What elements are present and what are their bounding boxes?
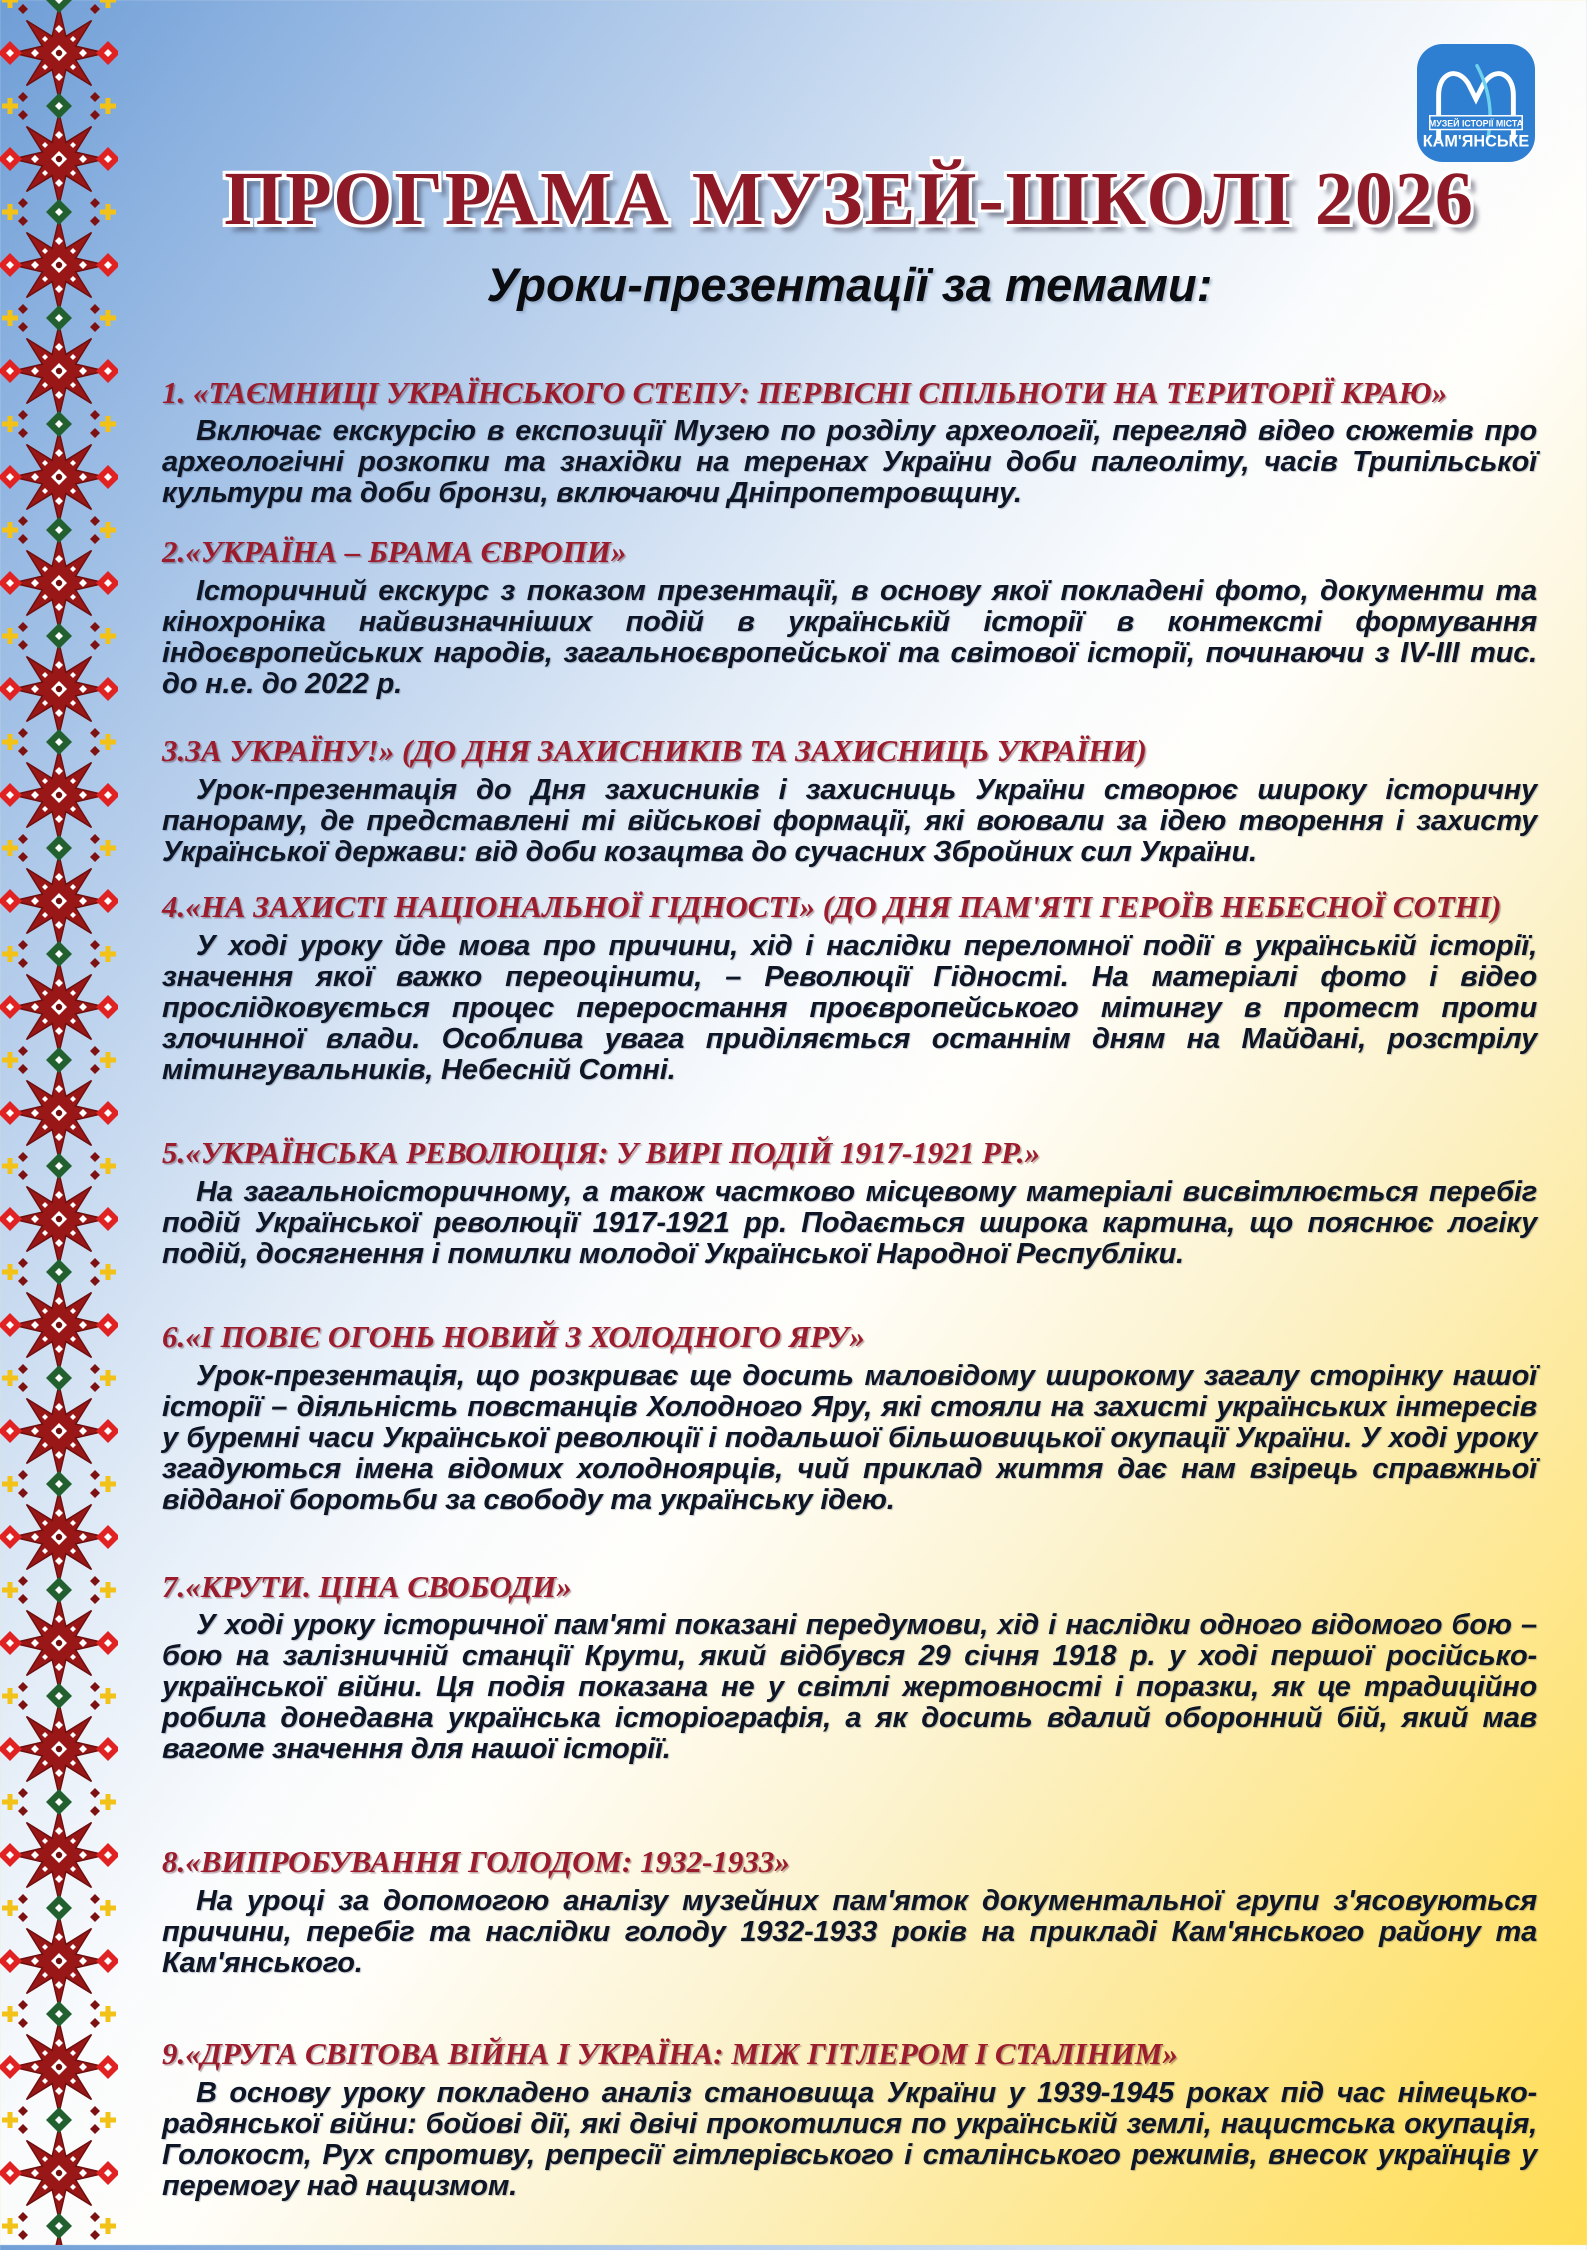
section-body: У ході уроку йде мова про причини, хід і наслідки переломної події в українській історії, значення якої важко переоцінити, – Революції Гідності. На матеріалі фото і відео прослідковується процес переростання проєвропейського мітингу в протест проти злочинної влади. Особлива увага приділяється останнім дням на Майдані, розстрілу мітингувальників, Небесній Сотні. — [162, 929, 1537, 1086]
section-body: Урок-презентація, що розкриває ще досить маловідому широкому загалу сторінку нашої історії – діяльність повстанців Холодного Яру, які стояли на захисті українських інтересів у буремні часи Української революції і подальшої більшовицької окупації України. У ході уроку згадуються імена відомих холодноярців, чий приклад життя дає нам взірець справжньої відданої боротьби за свободу та українську ідею. — [162, 1359, 1537, 1516]
lesson-section — [162, 533, 1537, 700]
section-heading: 6.«І ПОВІЄ ОГОНЬ НОВИЙ З ХОЛОДНОГО ЯРУ» — [162, 1318, 865, 1354]
embroidery-border — [0, 0, 118, 2245]
logo-text-line1: МУЗЕЙ ІСТОРІЇ МІСТА — [1428, 118, 1524, 129]
logo-text-line2: КАМ'ЯНСЬКЕ — [1422, 132, 1530, 151]
lesson-section — [162, 732, 1537, 868]
section-body: Історичний екскурс з показом презентації, в основу якої покладені фото, документи та кінохроніка найвизначніших подій в українській історії в контексті формування індоєвропейських народів, загальноєвропейської та світової історії, починаючи з IV-III тис. до н.е. до 2022 р. — [162, 575, 1537, 701]
section-body: Включає екскурсію в експозиції Музею по розділу археології, перегляд відео сюжетів про археологічні розкопки та знахідки на теренах України доби палеоліту, часів Трипільської культури та доби бронзи, включаючи Дніпропетровщину. — [162, 415, 1537, 510]
page-title: ПРОГРАМА МУЗЕЙ-ШКОЛІ 2026 — [224, 157, 1475, 241]
lesson-section — [162, 374, 1537, 510]
lesson-section — [162, 2035, 1537, 2202]
section-heading: 1. «ТАЄМНИЦІ УКРАЇНСЬКОГО СТЕПУ: ПЕРВІСНІ СПІЛЬНОТИ НА ТЕРИТОРІЇ КРАЮ» — [162, 374, 1448, 410]
section-heading: 2.«УКРАЇНА – БРАМА ЄВРОПИ» — [162, 534, 627, 570]
section-body: На уроці за допомогою аналізу музейних пам'яток документальної групи з'ясовуються причини, перебіг та наслідки голоду 1932-1933 років на прикладі Кам'янського району та Кам'янського. — [162, 1885, 1537, 1980]
page-subtitle: Уроки-презентації за темами: — [486, 257, 1213, 311]
lesson-sections — [162, 374, 1537, 2202]
embroidery-pattern-svg — [0, 0, 118, 2245]
section-heading: 5.«УКРАЇНСЬКА РЕВОЛЮЦІЯ: У ВИРІ ПОДІЙ 1917-1921 РР.» — [162, 1134, 1041, 1170]
lesson-section — [162, 1318, 1537, 1516]
section-heading: 4.«НА ЗАХИСТІ НАЦІОНАЛЬНОЇ ГІДНОСТІ» (ДО ДНЯ ПАМ'ЯТІ ГЕРОЇВ НЕБЕСНОЇ СОТНІ) — [162, 889, 1502, 925]
lesson-section — [162, 1568, 1537, 1766]
section-heading: 3.ЗА УКРАЇНУ!» (ДО ДНЯ ЗАХИСНИКІВ ТА ЗАХИСНИЦЬ УКРАЇНИ) — [162, 733, 1147, 769]
section-body: В основу уроку покладено аналіз становища України у 1939-1945 роках під час німецько-радянської війни: бойові дії, які двічі прокотилися по українській землі, нацистська окупація, Голокост, Рух спротиву, репресії гітлерівського і сталінського режимів, внесок українців у перемогу над нацизмом. — [162, 2076, 1537, 2202]
lesson-section — [162, 888, 1537, 1086]
section-body: Урок-презентація до Дня захисників і захисниць України створює широку історичну панораму, де представлені ті військові формації, які воювали за ідею творення і захисту Української держави: від доби козацтва до сучасних Збройних сил України. — [162, 774, 1537, 869]
section-body: У ході уроку історичної пам'яті показані передумови, хід і наслідки одного відомого бою – бою на залізничній станції Крути, який відбувся 29 січня 1918 р. у ході першої російсько-української війни. Ця подія показана не у світлі жертовності і поразки, як це традиційно робила донедавна українська історіографія, а як досить вдалий оборонний бій, який мав вагоме значення для нашої історії. — [162, 1609, 1537, 1766]
section-heading: 9.«ДРУГА СВІТОВА ВІЙНА І УКРАЇНА: МІЖ ГІТЛЕРОМ І СТАЛІНИМ» — [162, 2036, 1178, 2072]
poster-content — [118, 0, 1587, 2245]
section-heading: 7.«КРУТИ. ЦІНА СВОБОДИ» — [162, 1568, 572, 1604]
lesson-section — [162, 1843, 1537, 1979]
section-body: На загальноісторичному, а також частково місцевому матеріалі висвітлюється перебіг подій Української революції 1917-1921 рр. Подається широка картина, що пояснює логіку подій, досягнення і помилки молодої Української Народної Республіки. — [162, 1175, 1537, 1270]
section-heading: 8.«ВИПРОБУВАННЯ ГОЛОДОМ: 1932-1933» — [162, 1844, 790, 1880]
lesson-section — [162, 1134, 1537, 1270]
